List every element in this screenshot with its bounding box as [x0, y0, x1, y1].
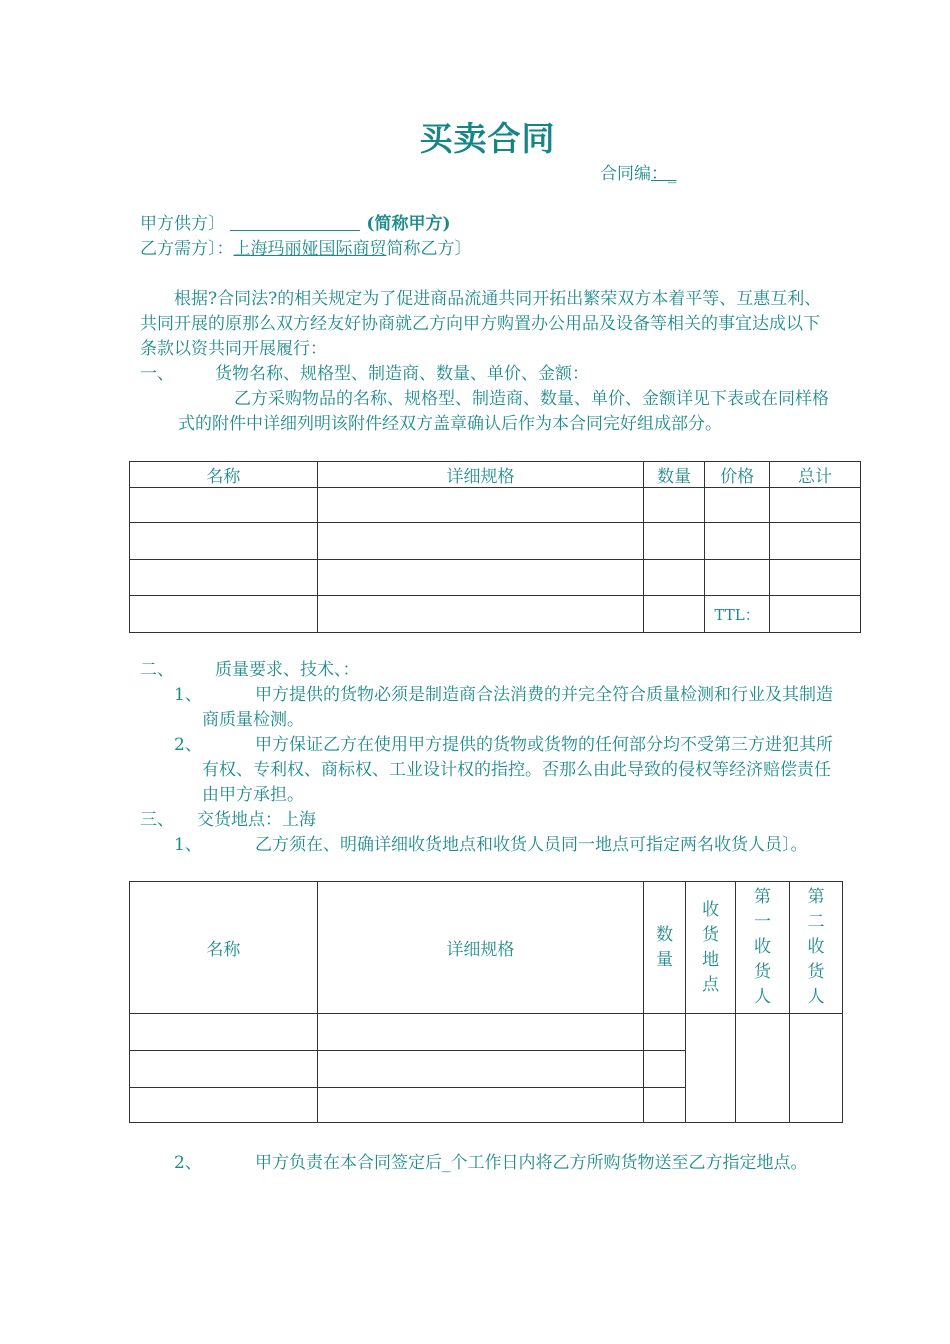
- delivery-header-spec: 详细规格: [317, 882, 643, 1014]
- document-title: 买卖合同: [419, 119, 556, 158]
- section-1-num: 一、: [140, 364, 174, 384]
- section-1-body: 乙方采购物品的名称、规格型、制造商、数量、单价、金额详见下表或在同样格式的附件中详细列明该附件经双方盖章确认后作为本合同完好组成部分。: [178, 389, 829, 434]
- intro-paragraph: 根据?合同法?的相关规定为了促进商品流通共同开拓出繁荣双方本着平等、互惠互利、共同开展的原那么双方经友好协商就乙方向甲方购置办公用品及设备等相关的事宜达成以下条款以资共同开展履行：: [140, 289, 822, 359]
- section-1-heading: 货物名称、规格型、制造商、数量、单价、金额：: [215, 364, 589, 384]
- party-b-line: [140, 237, 472, 262]
- table-row: [130, 1014, 843, 1051]
- ttl-label: TTL：: [705, 596, 770, 633]
- goods-table: [129, 461, 861, 633]
- delivery-header-address: 收货地点: [686, 882, 736, 1014]
- delivery-header-receiver-2: 第二收货人: [790, 882, 843, 1014]
- section-3-item-2-num: 2、: [174, 1153, 202, 1173]
- table-row: [130, 523, 861, 560]
- goods-header-qty: 数量: [644, 462, 705, 488]
- goods-header-price: 价格: [705, 462, 770, 488]
- section-3-item-1-text: 乙方须在、明确详细收货地点和收货人员同一地点可指定两名收货人员〕。: [255, 835, 808, 855]
- goods-header-name: 名称: [130, 462, 318, 488]
- section-2-item-1-num: 1、: [174, 685, 202, 705]
- delivery-header-receiver-1: 第一收货人: [736, 882, 790, 1014]
- goods-header-spec: 详细规格: [317, 462, 643, 488]
- section-3-item-1-num: 1、: [174, 835, 202, 855]
- table-row: [130, 596, 861, 633]
- table-row: [130, 488, 861, 523]
- section-3-num: 三、: [140, 810, 174, 830]
- section-2-item-2-text: 甲方保证乙方在使用甲方提供的货物或货物的任何部分均不受第三方进犯其所有权、专利权、商标权、工业设计权的指控。否那么由此导致的侵权等经济赔偿责任由甲方承担。: [202, 735, 833, 805]
- goods-header-total: 总计: [770, 462, 861, 488]
- section-2-num: 二、: [140, 660, 174, 680]
- table-row: [130, 560, 861, 596]
- section-2-item-2-num: 2、: [174, 735, 202, 755]
- party-a-label: 甲方供方〕: [140, 214, 225, 234]
- delivery-header-qty: 数量: [644, 882, 686, 1014]
- contract-number-blank: ：_: [651, 164, 677, 184]
- contract-number-label: 合同编: [600, 164, 651, 184]
- party-b-name: 上海玛丽娅国际商贸: [233, 239, 387, 259]
- delivery-header-name: 名称: [130, 882, 318, 1014]
- delivery-table: [129, 881, 843, 1123]
- party-a-line: [140, 212, 451, 237]
- party-a-suffix: (简称甲方): [366, 214, 451, 234]
- section-3-item-2-text: 甲方负责在本合同签定后_个工作日内将乙方所购货物送至乙方指定地点。: [255, 1153, 808, 1173]
- party-b-label: 乙方需方〕：: [140, 239, 234, 259]
- party-a-blank: [230, 212, 360, 231]
- party-b-suffix: 简称乙方〕: [386, 239, 472, 259]
- section-3-heading: 交货地点：上海: [197, 810, 316, 830]
- contract-number: [600, 162, 677, 187]
- section-2-heading: 质量要求、技术、：: [215, 660, 360, 680]
- section-2-item-1-text: 甲方提供的货物必须是制造商合法消费的并完全符合质量检测和行业及其制造商质量检测。: [202, 685, 833, 730]
